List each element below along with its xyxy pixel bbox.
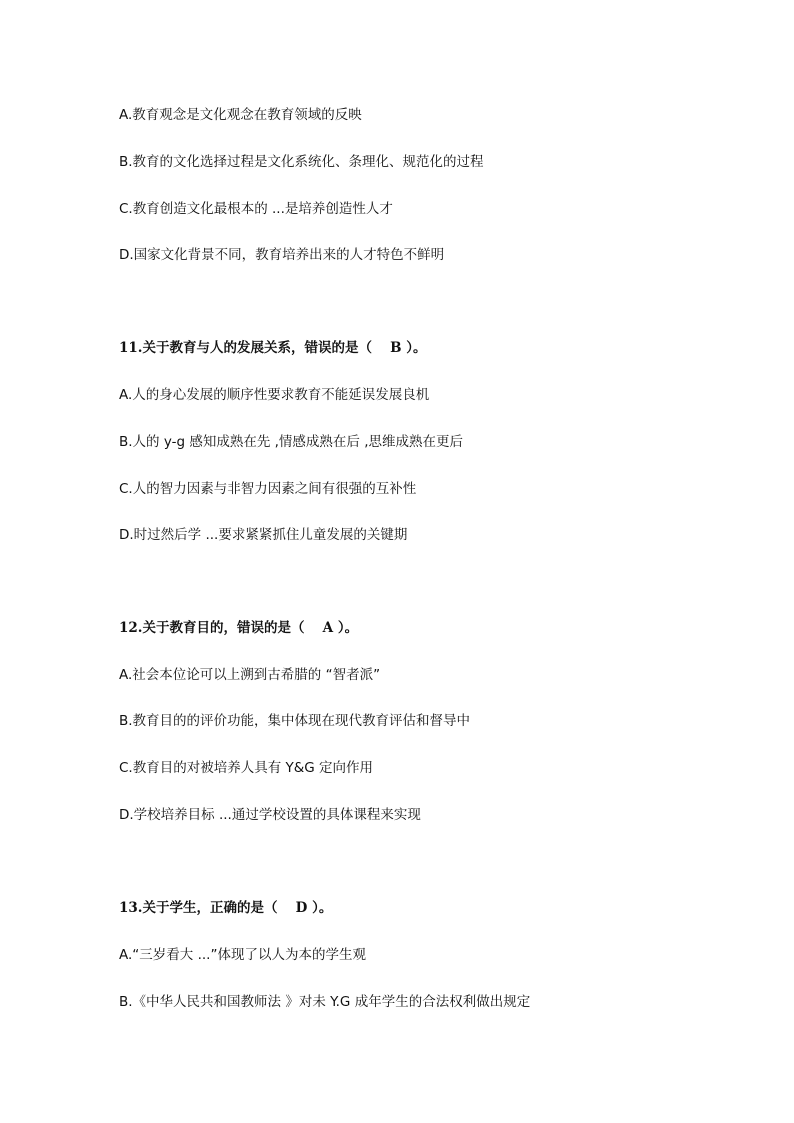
option-c: C.人的智力因素与非智力因素之间有很强的互补性: [119, 481, 417, 497]
option-a: A.社会本位论可以上溯到古希腊的 “智者派”: [119, 667, 381, 683]
option-b: B.人的 y-g 感知成熟在先 ,情感成熟在后 ,思维成熟在更后: [119, 434, 463, 450]
option-b: B.教育的文化选择过程是文化系统化、条理化、规范化的过程: [119, 154, 484, 170]
option-a: A.教育观念是文化观念在教育领域的反映: [119, 107, 362, 123]
question-title: 11.关于教育与人的发展关系，错误的是（ B ）。: [119, 340, 427, 356]
option-b: B.教育目的的评价功能，集中体现在现代教育评估和督导中: [119, 713, 471, 729]
option-d: D.学校培养目标 ...通过学校设置的具体课程来实现: [119, 807, 421, 823]
option-b: B.《中华人民共和国教师法 》对未 Y.G 成年学生的合法权利做出规定: [119, 994, 531, 1010]
option-a: A.人的身心发展的顺序性要求教育不能延误发展良机: [119, 387, 430, 403]
option-d: D.国家文化背景不同，教育培养出来的人才特色不鲜明: [119, 247, 445, 263]
question-title: 12.关于教育目的，错误的是（ A ）。: [119, 620, 359, 636]
option-c: C.教育目的对被培养人具有 Y&G 定向作用: [119, 760, 374, 776]
option-c: C.教育创造文化最根本的 ...是培养创造性人才: [119, 201, 393, 217]
option-d: D.时过然后学 ...要求紧紧抓住儿童发展的关键期: [119, 527, 408, 543]
question-title: 13.关于学生，正确的是（ D ）。: [119, 900, 333, 916]
option-a: A.“三岁看大 ...”体现了以人为本的学生观: [119, 947, 366, 963]
